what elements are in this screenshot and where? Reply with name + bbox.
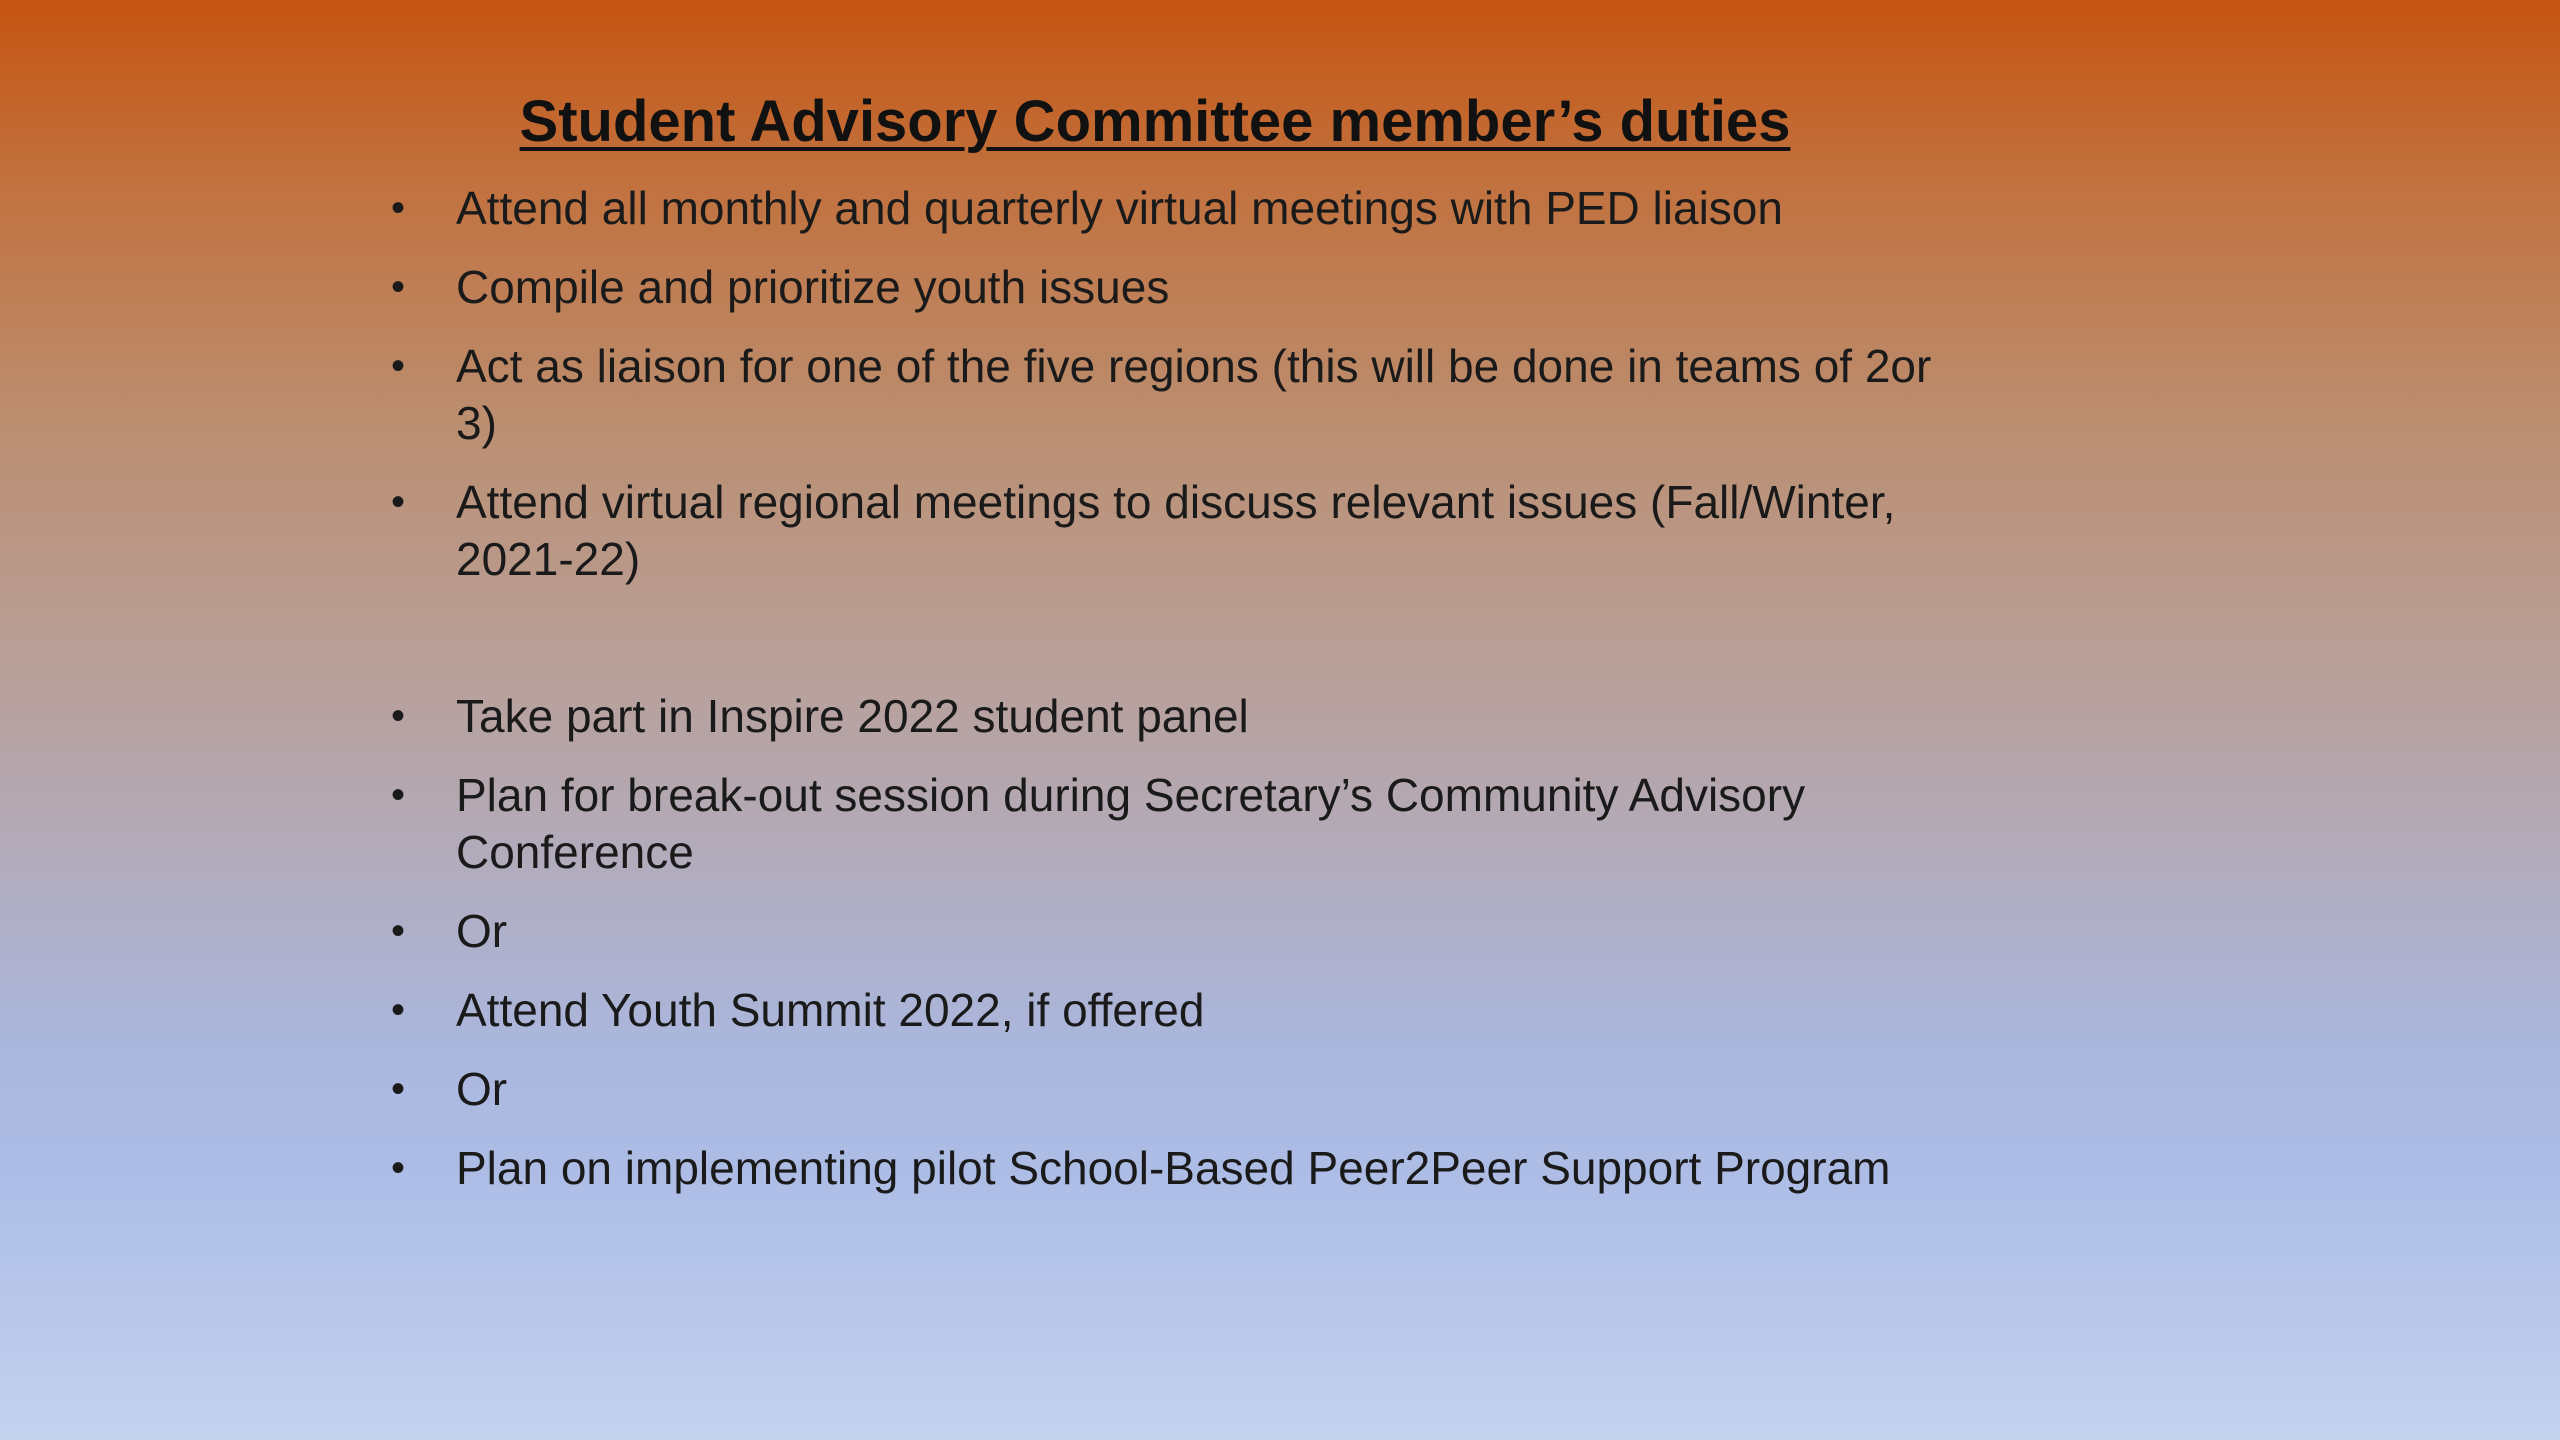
list-item	[380, 338, 1960, 452]
bullet-icon: •	[390, 480, 405, 524]
list-item-text: Act as liaison for one of the five regions (this will be done in teams of 2or 3)	[456, 340, 1932, 449]
list-item-text: Attend Youth Summit 2022, if offered	[456, 984, 1205, 1036]
bullet-icon: •	[390, 694, 405, 738]
bullet-icon: •	[390, 186, 405, 230]
list-item-text: Or	[456, 1063, 508, 1115]
list-item-text: Attend virtual regional meetings to discuss relevant issues (Fall/Winter, 2021-22)	[456, 476, 1896, 585]
list-item-text: Plan on implementing pilot School-Based Peer2Peer Support Program	[456, 1142, 1891, 1194]
list-item	[380, 474, 1960, 588]
list-item	[380, 180, 1960, 237]
bullet-icon: •	[390, 1067, 405, 1111]
list-item	[380, 688, 1960, 745]
bullet-icon: •	[390, 773, 405, 817]
list-item-text: Plan for break-out session during Secretary’s Community Advisory Conference	[456, 769, 1806, 878]
list-item	[380, 1140, 1960, 1197]
list-item-text: Compile and prioritize youth issues	[456, 261, 1170, 313]
bullet-icon: •	[390, 265, 405, 309]
bullet-icon: •	[390, 988, 405, 1032]
list-item	[380, 767, 1960, 881]
slide-title: Student Advisory Committee member’s duties	[519, 89, 1791, 154]
bullet-icon: •	[390, 1146, 405, 1190]
duties-list	[380, 180, 1960, 1219]
list-item	[380, 982, 1960, 1039]
list-item-text: Attend all monthly and quarterly virtual meetings with PED liaison	[456, 182, 1783, 234]
list-item	[380, 1061, 1960, 1118]
list-item	[380, 259, 1960, 316]
bullet-icon: •	[390, 909, 405, 953]
list-item	[380, 903, 1960, 960]
bullet-icon: •	[390, 344, 405, 388]
list-item-text: Take part in Inspire 2022 student panel	[456, 690, 1249, 742]
list-item-text: Or	[456, 905, 508, 957]
